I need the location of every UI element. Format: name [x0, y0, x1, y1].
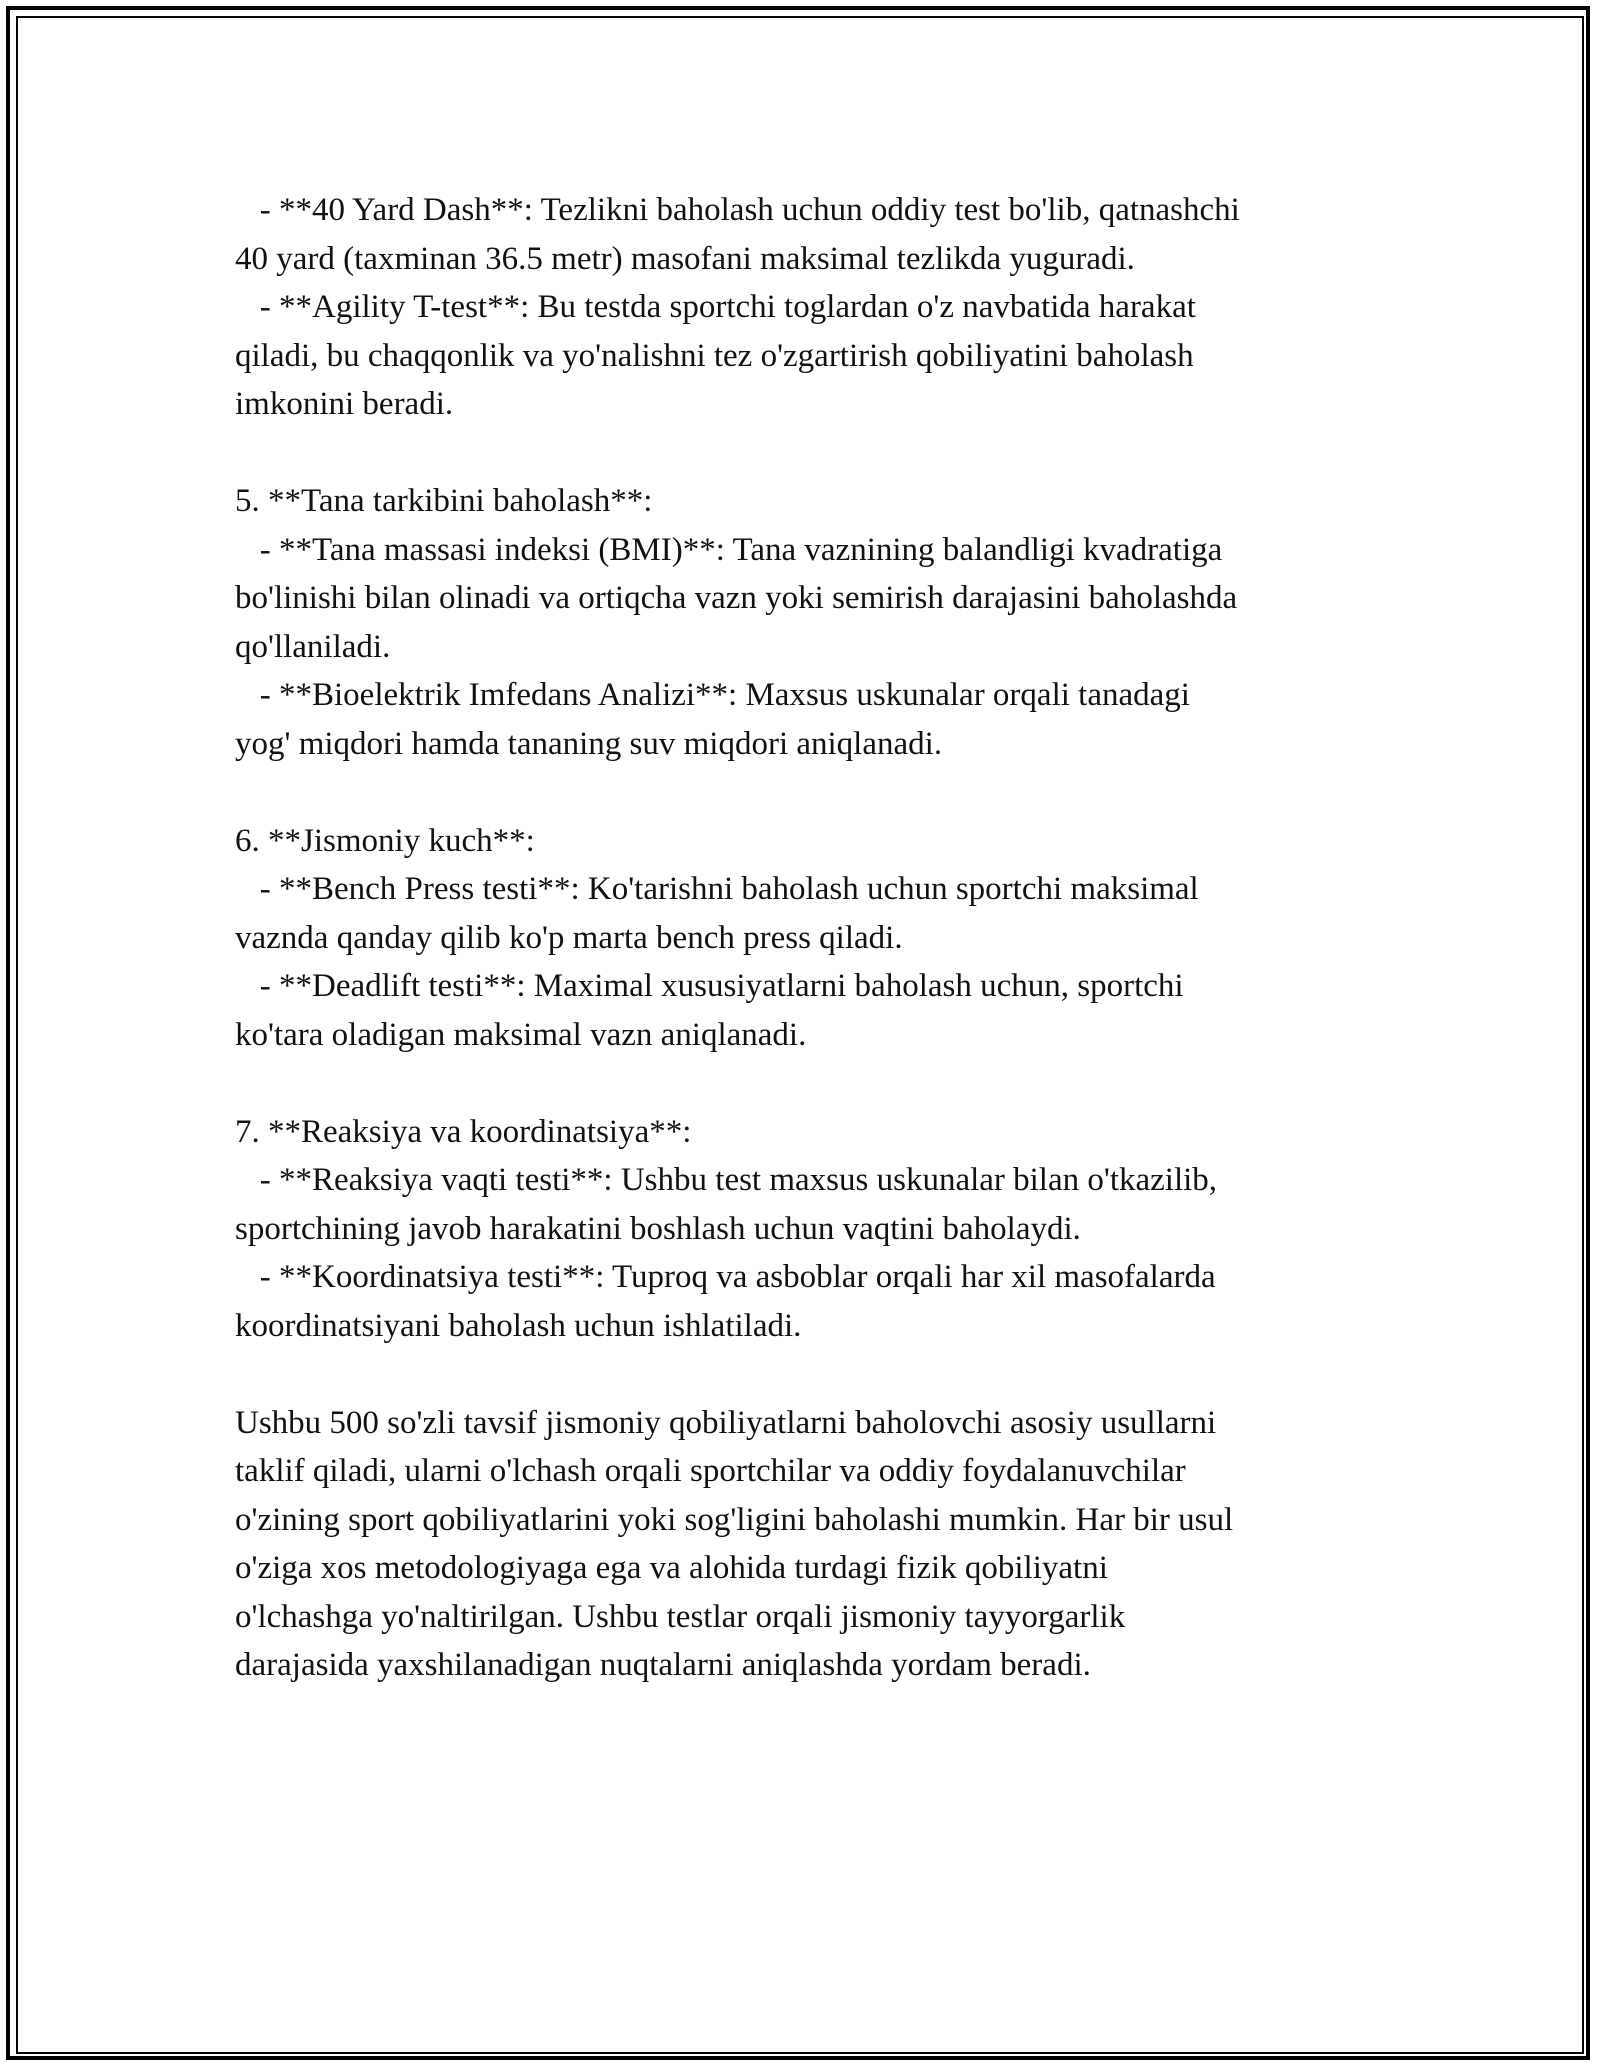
text-line: imkonini beradi. — [235, 386, 454, 422]
paragraph-spacer — [235, 768, 1375, 817]
paragraph-spacer — [235, 429, 1375, 478]
paragraph-spacer — [235, 1059, 1375, 1108]
text-line: o'ziga xos metodologiyaga ega va alohida turdagi fizik qobiliyatni — [235, 1550, 1108, 1586]
text-line: o'zining sport qobiliyatlarini yoki sog'ligini baholashi mumkin. Har bir usul — [235, 1501, 1234, 1538]
text-line: bo'linishi bilan olinadi va ortiqcha vazn yoki semirish darajasini baholashda — [235, 580, 1238, 616]
text-line: - **Agility T-test**: Bu testda sportchi toglardan o'z navbatida harakat — [235, 289, 1196, 325]
section-5 — [235, 477, 1375, 768]
section-7 — [235, 1108, 1375, 1351]
section-heading: 5. **Tana tarkibini baholash**: — [235, 483, 653, 519]
text-line: taklif qiladi, ularni o'lchash orqali sportchilar va oddiy foydalanuvchilar — [235, 1453, 1186, 1489]
paragraph-spacer — [235, 1350, 1375, 1399]
text-line: o'lchashga yo'naltirilgan. Ushbu testlar orqali jismoniy tayyorgarlik — [235, 1598, 1126, 1635]
section-4-items — [235, 186, 1375, 429]
text-line: - **Bench Press testi**: Ko'tarishni baholash uchun sportchi maksimal — [235, 871, 1199, 907]
text-line: - **Bioelektrik Imfedans Analizi**: Maxsus uskunalar orqali tanadagi — [235, 677, 1190, 713]
text-line: - **Koordinatsiya testi**: Tuproq va asboblar orqali har xil masofalarda — [235, 1259, 1216, 1295]
conclusion-paragraph — [235, 1399, 1375, 1690]
text-line: 40 yard (taxminan 36.5 metr) masofani maksimal tezlikda yuguradi. — [235, 240, 1135, 277]
text-line: vaznda qanday qilib ko'p marta bench press qiladi. — [235, 919, 903, 956]
text-line: Ushbu 500 so'zli tavsif jismoniy qobiliyatlarni baholovchi asosiy usullarni — [235, 1404, 1217, 1441]
text-line: - **40 Yard Dash**: Tezlikni baholash uchun oddiy test bo'lib, qatnashchi — [235, 192, 1240, 228]
document-body — [235, 186, 1375, 1690]
text-line: qiladi, bu chaqqonlik va yo'nalishni tez o'zgartirish qobiliyatini baholash — [235, 337, 1194, 374]
text-line: - **Tana massasi indeksi (BMI)**: Tana vaznining balandligi kvadratiga — [235, 531, 1223, 568]
text-line: darajasida yaxshilanadigan nuqtalarni aniqlashda yordam beradi. — [235, 1647, 1091, 1683]
text-line: sportchining javob harakatini boshlash uchun vaqtini baholaydi. — [235, 1210, 1081, 1247]
text-line: koordinatsiyani baholash uchun ishlatiladi. — [235, 1307, 802, 1344]
text-line: qo'llaniladi. — [235, 628, 391, 665]
text-line: - **Reaksiya vaqti testi**: Ushbu test maxsus uskunalar bilan o'tkazilib, — [235, 1162, 1218, 1198]
section-heading: 7. **Reaksiya va koordinatsiya**: — [235, 1113, 692, 1150]
section-6 — [235, 817, 1375, 1060]
text-line: ko'tara oladigan maksimal vazn aniqlanadi. — [235, 1016, 807, 1053]
text-line: yog' miqdori hamda tananing suv miqdori aniqlanadi. — [235, 725, 943, 762]
text-line: - **Deadlift testi**: Maximal xususiyatlarni baholash uchun, sportchi — [235, 968, 1184, 1004]
section-heading: 6. **Jismoniy kuch**: — [235, 822, 535, 859]
